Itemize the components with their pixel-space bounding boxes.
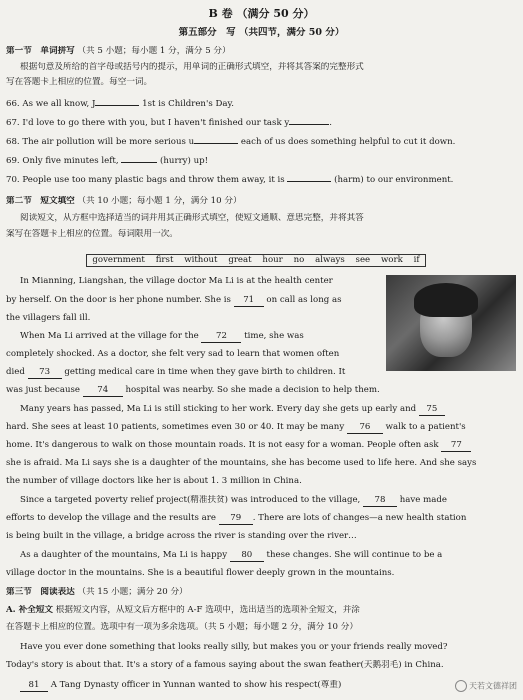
passage-text: hospital was nearby. So she made a decision to help them. <box>125 385 380 395</box>
wechat-icon <box>455 680 467 692</box>
passage-text: . There are lots of changes—a new health station <box>252 513 467 523</box>
word-bank-item: if <box>413 255 420 265</box>
passage-line: Today's story is about that. It's a story of a famous saying about the swan feather(天鹅羽毛) in China. <box>6 660 444 670</box>
passage-text: When Ma Li arrived at the village for the <box>20 331 199 341</box>
blank-80[interactable]: 80 <box>230 550 264 562</box>
section-1-heading <box>6 46 519 57</box>
question-67-rest: . <box>329 118 332 128</box>
passage-text: walk to a patient's <box>385 422 466 432</box>
blank-81[interactable]: 81 <box>20 680 48 692</box>
passage-text: have made <box>399 495 447 505</box>
word-bank-item: see <box>355 255 371 265</box>
blank-73[interactable]: 73 <box>28 367 62 379</box>
passage-text: by herself. On the door is her phone number. She is <box>6 295 231 305</box>
passage-text: Many years has passed, Ma Li is still sticking to her work. Every day she gets up early and <box>20 404 417 414</box>
subsection-a-instruction: 根据短文内容，从短文后方框中的 A-F 选项中，选出适当的选项补全短文，并涂 <box>55 605 360 615</box>
section-2-title: 第二节 短文填空 <box>6 196 75 206</box>
blank-71[interactable]: 71 <box>234 295 264 307</box>
passage-line <box>6 440 519 452</box>
blank-76[interactable]: 76 <box>347 422 383 434</box>
paper-title: B 卷 （满分 50 分） <box>208 8 315 19</box>
word-bank-item: no <box>293 255 305 265</box>
section-1-instruction-2: 写在答题卡上相应的位置。每空一词。 <box>6 77 153 87</box>
section-3-info: （共 15 小题；满分 20 分） <box>77 587 188 597</box>
passage-line: the villagers fall ill. <box>6 313 91 323</box>
question-69-rest: (hurry) up! <box>160 156 209 166</box>
section-2-instruction-2: 案写在答题卡上相应的位置。每词限用一次。 <box>6 229 178 239</box>
answer-blank[interactable] <box>287 181 331 182</box>
word-bank-item: work <box>380 255 403 265</box>
question-68-text: 68. The air pollution will be more serious u <box>6 137 195 147</box>
watermark-text: 天若文德祥团 <box>469 681 517 691</box>
word-bank-item: always <box>315 255 345 265</box>
section-3-heading <box>6 587 519 598</box>
passage-text: died <box>6 367 25 377</box>
blank-75[interactable]: 75 <box>419 404 445 416</box>
blank-79[interactable]: 79 <box>219 513 253 525</box>
passage-text: home. It's dangerous to walk on those mountain roads. It is not easy for a woman. People often ask <box>6 440 439 450</box>
passage-line: Have you ever done something that looks really silly, but makes you or your friends really moved? <box>20 642 448 652</box>
passage-line <box>20 331 381 343</box>
question-68 <box>6 137 519 148</box>
question-66-rest: 1st is Children's Day. <box>142 99 234 109</box>
answer-blank[interactable] <box>194 143 238 144</box>
passage-line <box>20 550 519 562</box>
part-heading: 第五部分 写 （共四节，满分 50 分） <box>178 27 345 38</box>
section-2-instruction: 阅读短文，从方框中选择适当的词并用其正确形式填空，使短文通顺、意思完整，并将其答 <box>20 213 364 223</box>
doctor-photo <box>386 275 516 371</box>
passage-text: efforts to develop the village and the results are <box>6 513 216 523</box>
answer-blank[interactable] <box>95 105 139 106</box>
subsection-a-title: A. 补全短文 <box>6 605 54 615</box>
word-bank-item: first <box>155 255 174 265</box>
question-69-text: 69. Only five minutes left, <box>6 156 119 166</box>
section-2-info: （共 10 小题；每小题 1 分，满分 10 分） <box>77 196 242 206</box>
passage-line: the number of village doctors like her is about 1. 3 million in China. <box>6 476 302 486</box>
question-67 <box>6 118 519 129</box>
passage-line: village doctor in the mountains. She is a beautiful flower deeply grown in the mountains. <box>6 568 395 578</box>
question-67-text: 67. I'd love to go there with you, but I haven't finished our task y <box>6 118 290 128</box>
watermark <box>455 680 517 692</box>
blank-74[interactable]: 74 <box>83 385 123 397</box>
passage-text: on call as long as <box>266 295 342 305</box>
passage-text: was just because <box>6 385 80 395</box>
passage-line <box>6 513 519 525</box>
passage-line <box>6 422 519 434</box>
passage-line <box>6 295 381 307</box>
question-66 <box>6 99 519 110</box>
section-1-title: 第一节 单词拼写 <box>6 46 75 56</box>
section-3-title: 第三节 阅读表达 <box>6 587 75 597</box>
section-2-heading <box>6 196 519 207</box>
question-66-text: 66. As we all know, J <box>6 99 96 109</box>
word-bank-item: great <box>228 255 252 265</box>
word-bank-item: without <box>184 255 218 265</box>
hair-shape <box>414 283 478 317</box>
passage-line: is being built in the village, a bridge across the river is standing over the river… <box>6 531 357 541</box>
blank-72[interactable]: 72 <box>201 331 241 343</box>
passage-text: hard. She sees at least 10 patients, sometimes even 30 or 40. It may be many <box>6 422 345 432</box>
passage-text: these changes. She will continue to be a <box>266 550 443 560</box>
section-3a-instruction <box>6 605 519 616</box>
passage-line: she is afraid. Ma Li says she is a daughter of the mountains, she has become used to life here. And she says <box>6 458 477 468</box>
passage-text: As a daughter of the mountains, Ma Li is happy <box>20 550 228 560</box>
passage-line: completely shocked. As a doctor, she felt very sad to learn that women often <box>6 349 340 359</box>
answer-blank[interactable] <box>121 162 157 163</box>
word-bank-item: hour <box>262 255 283 265</box>
blank-78[interactable]: 78 <box>363 495 397 507</box>
answer-blank[interactable] <box>289 124 329 125</box>
passage-text: time, she was <box>244 331 304 341</box>
passage-line <box>6 385 519 397</box>
question-70 <box>6 175 519 186</box>
section-3a-instruction-2: 在答题卡上相应的位置。选项中有一项为多余选项。（共 5 小题；每小题 2 分，满分 10 分） <box>6 622 358 632</box>
passage-line <box>20 680 427 692</box>
word-bank-item: government <box>92 255 145 265</box>
passage-text: A Tang Dynasty officer in Yunnan wanted to show his respect(尊重) <box>50 680 342 690</box>
passage-text: Since a targeted poverty relief project(精准扶贫) was introduced to the village, <box>20 495 361 505</box>
passage-text: getting medical care in time when they gave birth to children. It <box>64 367 346 377</box>
section-1-info: （共 5 小题；每小题 1 分，满分 5 分） <box>77 46 231 56</box>
question-69 <box>6 156 519 167</box>
word-bank <box>86 254 426 267</box>
question-70-text: 70. People use too many plastic bags and throw them away, it is <box>6 175 285 185</box>
section-1-instruction: 根据句意及所给的首字母或括号内的提示，用单词的正确形式填空，并将其答案的完整形式 <box>20 62 364 72</box>
passage-line: In Mianning, Liangshan, the village doctor Ma Li is at the health center <box>20 276 333 286</box>
blank-77[interactable]: 77 <box>441 440 471 452</box>
passage-line <box>6 367 519 379</box>
passage-line <box>20 495 519 507</box>
question-70-rest: (harm) to our environment. <box>334 175 454 185</box>
question-68-rest: each of us does something helpful to cut it down. <box>240 137 456 147</box>
passage-line <box>20 404 519 416</box>
